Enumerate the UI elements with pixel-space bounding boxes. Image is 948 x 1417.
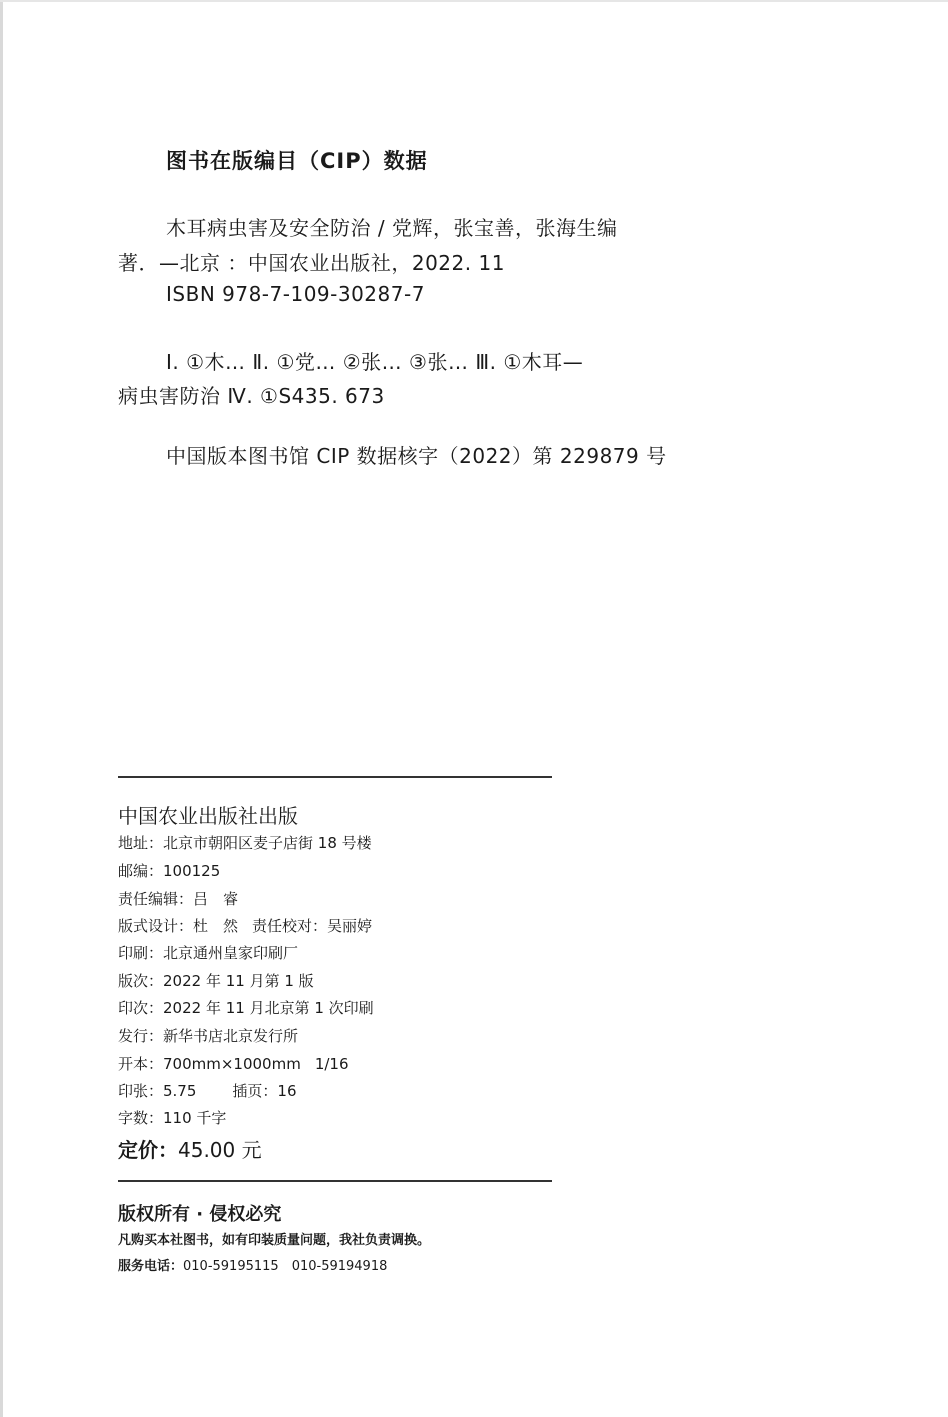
page-edge-left [0, 0, 3, 1417]
format-fraction: 1/16 [314, 1055, 349, 1073]
sheets-plates-row [118, 1080, 297, 1101]
layout-designer: 版式设计：杜 然 [118, 917, 239, 935]
service-phone-label: 服务电话： [118, 1259, 184, 1274]
cip-record-number: 中国版本图书馆 CIP 数据核字（2022）第 229879 号 [166, 444, 667, 468]
divider-bottom [118, 1180, 552, 1182]
printed-sheets: 印张：5.75 [118, 1082, 197, 1100]
design-proof-row [118, 915, 372, 936]
cip-subject-line-1: Ⅰ. ①木… Ⅱ. ①党… ②张… ③张… Ⅲ. ①木耳— [166, 350, 584, 374]
publisher-name: 中国农业出版社出版 [118, 804, 298, 828]
page-edge-top [0, 0, 948, 2]
cip-isbn: ISBN 978-7-109-30287-7 [166, 282, 425, 306]
price-label: 定价： [118, 1138, 178, 1162]
divider-top [118, 776, 552, 778]
responsible-editor: 责任编辑：吕 睿 [118, 890, 239, 908]
impression: 印次：2022 年 11 月北京第 1 次印刷 [118, 999, 374, 1017]
format-row [118, 1053, 349, 1074]
price-row [118, 1134, 262, 1163]
postcode: 邮编：100125 [118, 862, 221, 880]
distributor: 发行：新华书店北京发行所 [118, 1027, 299, 1045]
format-size: 开本：700mm×1000mm [118, 1055, 301, 1073]
printer: 印刷：北京通州皇家印刷厂 [118, 944, 299, 962]
cip-header: 图书在版编目（CIP）数据 [166, 149, 428, 173]
cip-title-line-1: 木耳病虫害及安全防治 / 党辉，张宝善，张海生编 [166, 216, 618, 240]
cip-title-line-2: 著．—北京 ：中国农业出版社，2022. 11 [118, 251, 505, 275]
word-count: 字数：110 千字 [118, 1109, 227, 1127]
proofreader: 责任校对：吴丽婷 [252, 917, 373, 935]
price-value: 45.00 元 [178, 1138, 262, 1162]
service-phone-row [118, 1255, 387, 1274]
address: 地址：北京市朝阳区麦子店街 18 号楼 [118, 834, 372, 852]
rights-statement: 版权所有 · 侵权必究 [118, 1204, 282, 1225]
cip-subject-line-2: 病虫害防治 Ⅳ. ①S435. 673 [118, 384, 385, 408]
quality-notice: 凡购买本社图书，如有印装质量问题，我社负责调换。 [118, 1233, 431, 1248]
plates: 插页：16 [232, 1082, 297, 1100]
service-phone-numbers: 010-59195115 010-59194918 [183, 1259, 388, 1274]
edition: 版次：2022 年 11 月第 1 版 [118, 972, 314, 990]
